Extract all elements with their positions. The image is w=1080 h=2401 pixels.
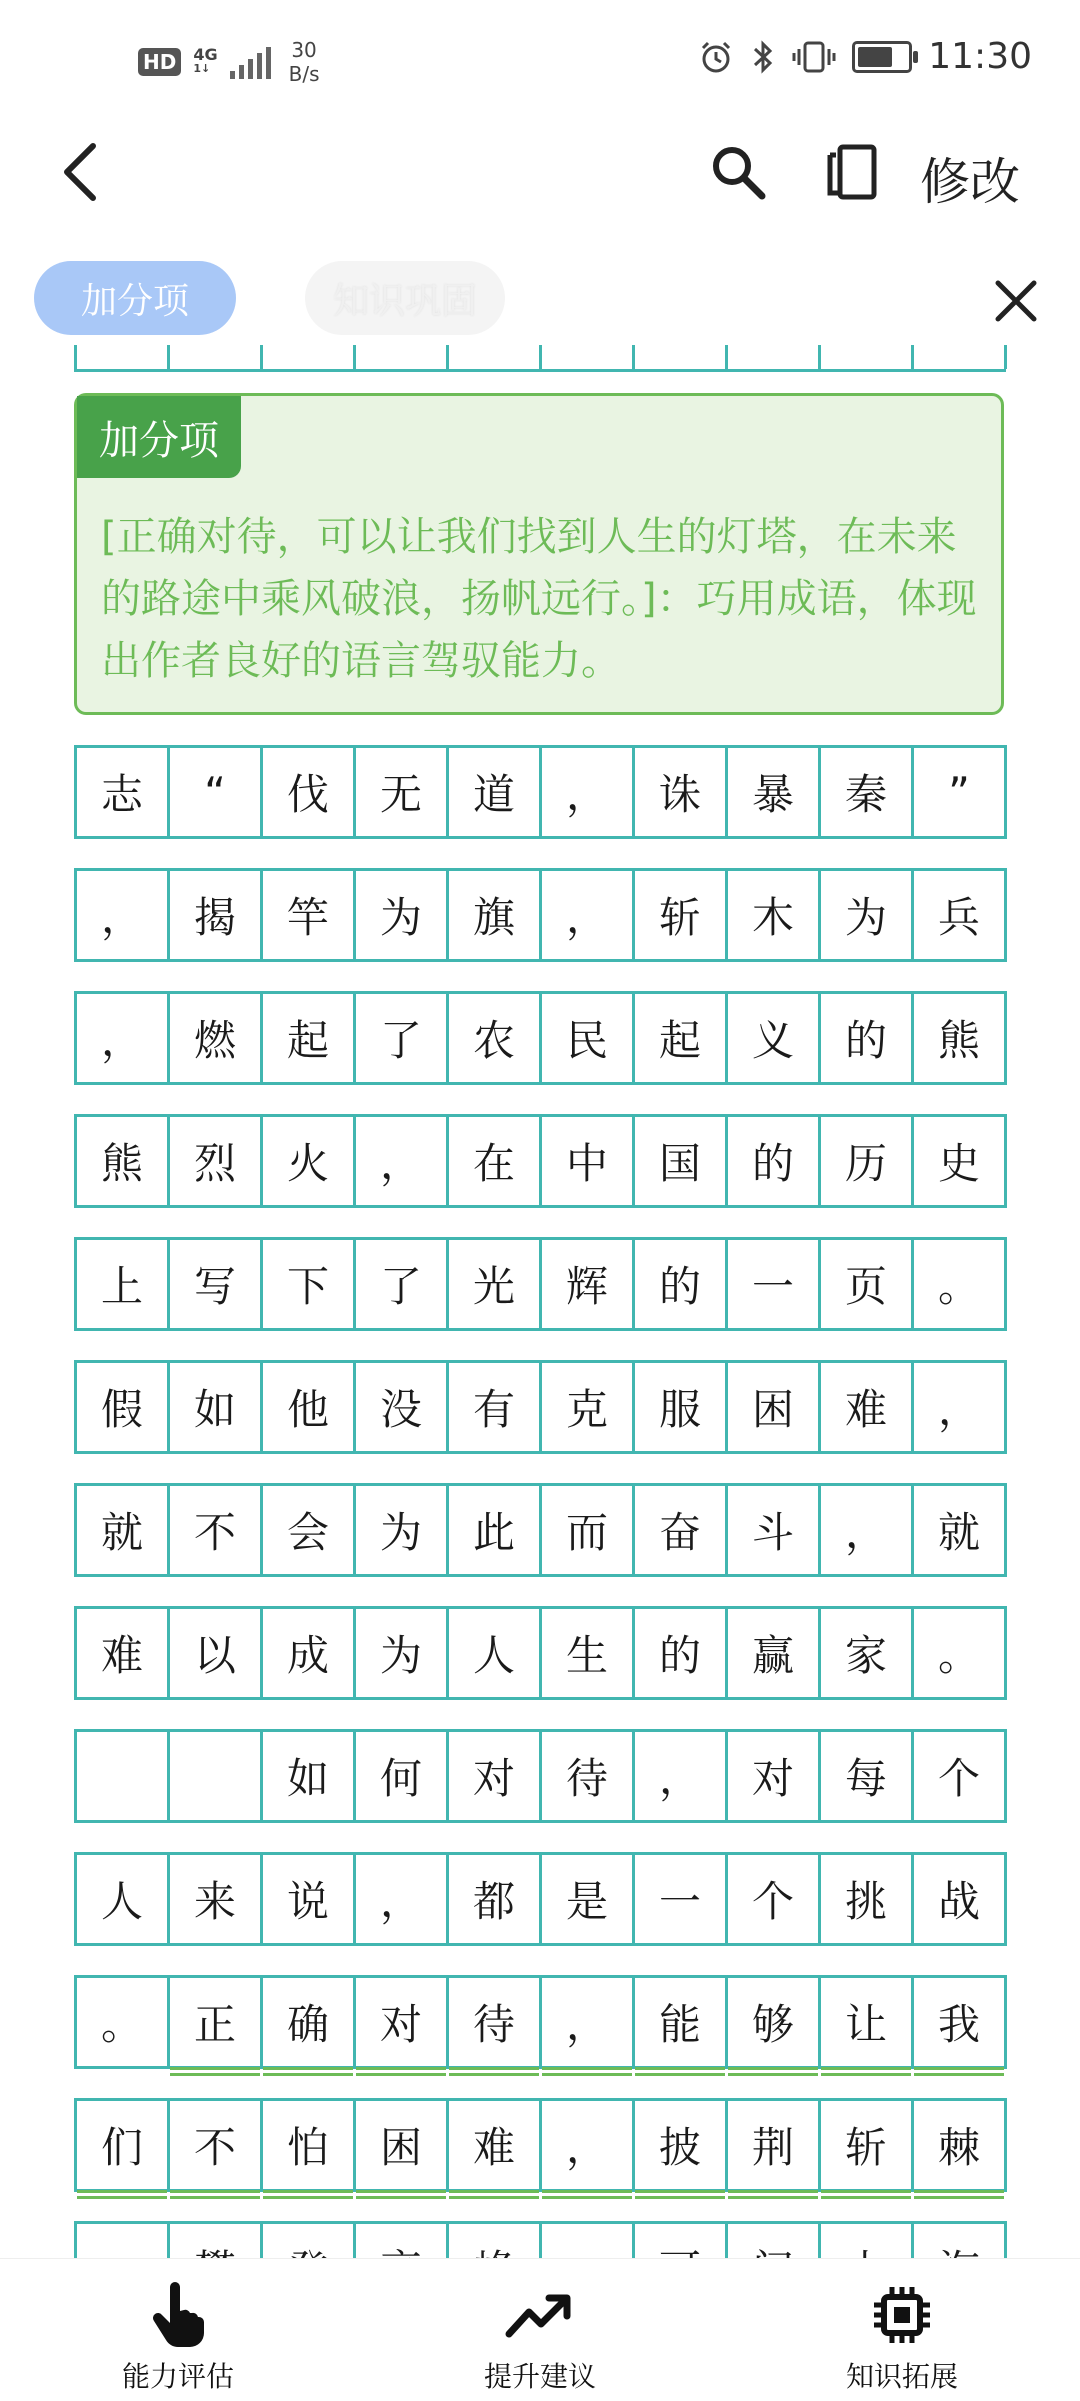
essay-grid-cell: 待	[449, 1978, 542, 2066]
essay-grid-cell: 说	[263, 1855, 356, 1943]
essay-grid-cell: ，	[542, 871, 635, 959]
essay-grid-cell: 挑	[821, 1855, 914, 1943]
essay-grid-cell: 是	[542, 1855, 635, 1943]
essay-grid-cell: 克	[542, 1363, 635, 1451]
essay-grid-cell: 志	[77, 748, 170, 836]
essay-grid-cell: 熊	[914, 994, 1007, 1082]
essay-grid-cell: 史	[914, 1117, 1007, 1205]
essay-grid-row	[74, 1483, 1007, 1577]
highlight-underline	[356, 2190, 446, 2193]
essay-grid-cell: 竿	[263, 871, 356, 959]
essay-grid-cell: 暴	[728, 748, 821, 836]
essay-grid-cell: 不	[170, 2101, 263, 2189]
highlight-underline	[728, 2190, 818, 2193]
highlight-underline	[728, 2073, 818, 2076]
essay-grid-cell: 斩	[635, 871, 728, 959]
grid-line	[539, 345, 542, 369]
chip-icon	[870, 2279, 934, 2351]
network-type	[193, 45, 218, 76]
grid-line	[1004, 345, 1007, 369]
essay-grid-row	[74, 868, 1007, 962]
essay-grid-cell: 旗	[449, 871, 542, 959]
essay-grid-cell: 没	[356, 1363, 449, 1451]
highlight-underline	[914, 2190, 1004, 2193]
essay-grid-cell: 让	[821, 1978, 914, 2066]
essay-grid-cell: 义	[728, 994, 821, 1082]
essay-grid-cell: 此	[449, 1486, 542, 1574]
highlight-underline	[170, 2067, 260, 2070]
network-speed	[289, 38, 320, 86]
highlight-underline	[542, 2073, 632, 2076]
essay-grid-cell: 服	[635, 1363, 728, 1451]
highlight-underline	[77, 2190, 167, 2193]
tab-ability-assessment-label: 能力评估	[121, 2360, 234, 2393]
highlight-underline	[914, 2196, 1004, 2199]
essay-grid-cell: 的	[635, 1240, 728, 1328]
essay-grid-cell: 了	[356, 1240, 449, 1328]
essay-grid-cell: 我	[914, 1978, 1007, 2066]
grid-line	[632, 345, 635, 369]
essay-grid-cell: 烈	[170, 1117, 263, 1205]
grid-line	[260, 345, 263, 369]
essay-grid-cell: 成	[263, 1609, 356, 1697]
essay-grid-cell: ，	[542, 1978, 635, 2066]
essay-grid-cell: 会	[263, 1486, 356, 1574]
highlight-underline	[170, 2073, 260, 2076]
essay-grid-cell: 道	[449, 748, 542, 836]
close-icon	[986, 271, 1046, 331]
vibrate-icon	[792, 39, 836, 75]
comment-card[interactable]	[74, 393, 1004, 715]
network-sub-label: 1↓	[193, 62, 211, 75]
highlight-underline	[263, 2073, 353, 2076]
grid-line	[353, 345, 356, 369]
bottom-tab-bar	[0, 2258, 1080, 2401]
essay-grid-cell: 他	[263, 1363, 356, 1451]
trend-up-icon	[505, 2279, 575, 2351]
tab-knowledge-extension[interactable]	[752, 2259, 1052, 2401]
speed-value: 30	[291, 38, 317, 62]
highlight-underline	[914, 2067, 1004, 2070]
highlight-underline	[914, 2073, 1004, 2076]
essay-grid-cell: 如	[170, 1363, 263, 1451]
top-nav	[0, 120, 1080, 230]
essay-grid-cell: 人	[449, 1609, 542, 1697]
essay-grid-cell: 一	[728, 1240, 821, 1328]
essay-grid-cell: 一	[635, 1855, 728, 1943]
highlight-underline	[542, 2067, 632, 2070]
search-button[interactable]	[698, 132, 778, 212]
battery-icon	[852, 41, 912, 73]
copy-icon	[824, 141, 880, 203]
highlight-underline	[449, 2196, 539, 2199]
essay-grid-cell: 。	[914, 1240, 1007, 1328]
essay-grid-cell: 难	[77, 1609, 170, 1697]
essay-grid-cell: 。	[77, 1978, 170, 2066]
essay-grid-cell: 不	[170, 1486, 263, 1574]
highlight-underline	[821, 2190, 911, 2193]
essay-grid-cell: 为	[356, 1486, 449, 1574]
essay-grid-cell: 为	[356, 1609, 449, 1697]
highlight-underline	[263, 2190, 353, 2193]
grid-line	[446, 345, 449, 369]
essay-grid-cell: 赢	[728, 1609, 821, 1697]
essay-grid-cell: ，	[77, 871, 170, 959]
filter-bar	[0, 255, 1080, 345]
essay-grid-cell: 秦	[821, 748, 914, 836]
essay-grid-cell: 的	[728, 1117, 821, 1205]
status-right	[698, 36, 1032, 77]
essay-grid-cell: 农	[449, 994, 542, 1082]
essay-grid-cell: 就	[914, 1486, 1007, 1574]
grid-line	[74, 345, 77, 369]
essay-grid-cell: 下	[263, 1240, 356, 1328]
essay-grid-cell: 为	[356, 871, 449, 959]
chevron-left-icon	[55, 140, 105, 204]
essay-grid-cell: 了	[356, 994, 449, 1082]
pointer-hand-icon	[148, 2279, 208, 2351]
highlight-underline	[170, 2190, 260, 2193]
highlight-underline	[635, 2196, 725, 2199]
essay-grid-cell: 战	[914, 1855, 1007, 1943]
essay-grid-cell: 国	[635, 1117, 728, 1205]
essay-grid-cell: 棘	[914, 2101, 1007, 2189]
essay-grid-row	[74, 2098, 1007, 2192]
essay-grid-cell: 民	[542, 994, 635, 1082]
highlight-underline	[635, 2190, 725, 2193]
highlight-underline	[821, 2067, 911, 2070]
grid-line	[911, 345, 914, 369]
essay-grid-row	[74, 991, 1007, 1085]
comment-tag: 加分项	[77, 396, 241, 478]
highlight-underline	[821, 2196, 911, 2199]
essay-grid-row	[74, 1852, 1007, 1946]
hd-badge: HD	[138, 48, 181, 76]
essay-grid-cell: ，	[542, 748, 635, 836]
essay-grid-cell: 假	[77, 1363, 170, 1451]
highlight-underline	[263, 2196, 353, 2199]
grid-line	[725, 345, 728, 369]
highlight-underline	[542, 2190, 632, 2193]
essay-grid-row	[74, 1237, 1007, 1331]
filter-chip-bonus[interactable]: 加分项	[34, 261, 236, 335]
essay-grid-row	[74, 1975, 1007, 2069]
essay-grid-cell: 正	[170, 1978, 263, 2066]
highlight-underline	[821, 2073, 911, 2076]
essay-grid-cell: 困	[356, 2101, 449, 2189]
essay-grid-cell: 为	[821, 871, 914, 959]
essay-grid-cell: ，	[356, 1855, 449, 1943]
essay-grid-cell: 页	[821, 1240, 914, 1328]
search-icon	[708, 142, 768, 202]
clock: 11:30	[928, 36, 1032, 77]
bluetooth-icon	[750, 39, 776, 75]
edit-button[interactable]: 修改	[920, 153, 1020, 211]
grid-line	[818, 345, 821, 369]
essay-grid-cell: 木	[728, 871, 821, 959]
battery-level	[858, 47, 892, 67]
tab-ability-assessment[interactable]	[28, 2259, 328, 2401]
status-left	[138, 38, 320, 86]
speed-unit: B/s	[288, 62, 320, 86]
essay-content[interactable]	[0, 345, 1080, 2257]
essay-grid-cell: 对	[728, 1732, 821, 1820]
essay-grid-cell: 难	[821, 1363, 914, 1451]
comment-text: [正确对待，可以让我们找到人生的灯塔，在未来的路途中乘风破浪，扬帆远行。]：巧用成语，体现出作者良好的语言驾驭能力。	[101, 514, 977, 684]
essay-grid-cell: 光	[449, 1240, 542, 1328]
essay-grid-cell: 对	[449, 1732, 542, 1820]
essay-grid-partial-row	[74, 345, 1006, 372]
essay-grid-cell: “	[170, 748, 263, 836]
highlight-underline	[170, 2196, 260, 2199]
essay-grid-row	[74, 1606, 1007, 1700]
highlight-underline	[635, 2073, 725, 2076]
essay-grid-cell: ，	[914, 1363, 1007, 1451]
essay-grid-cell: 难	[449, 2101, 542, 2189]
highlight-underline	[263, 2067, 353, 2070]
essay-grid-cell: 家	[821, 1609, 914, 1697]
back-button[interactable]	[40, 132, 120, 212]
essay-grid-cell: 就	[77, 1486, 170, 1574]
essay-grid-cell: 熊	[77, 1117, 170, 1205]
essay-grid-cell: 历	[821, 1117, 914, 1205]
highlight-underline	[542, 2196, 632, 2199]
essay-grid-cell: 辉	[542, 1240, 635, 1328]
essay-grid-cell: 中	[542, 1117, 635, 1205]
highlight-underline	[635, 2067, 725, 2070]
tab-knowledge-extension-label: 知识拓展	[845, 2360, 958, 2393]
essay-grid-cell: 火	[263, 1117, 356, 1205]
essay-grid-cell: 披	[635, 2101, 728, 2189]
tab-improvement-suggestions[interactable]	[390, 2259, 690, 2401]
essay-grid-cell: 荆	[728, 2101, 821, 2189]
tab-improvement-suggestions-label: 提升建议	[483, 2360, 596, 2393]
essay-grid-cell: 起	[635, 994, 728, 1082]
highlight-underline	[449, 2073, 539, 2076]
essay-grid-cell: 怕	[263, 2101, 356, 2189]
essay-grid-cell: 每	[821, 1732, 914, 1820]
highlight-underline	[356, 2067, 446, 2070]
network-label: 4G	[193, 45, 218, 64]
essay-grid-cell: 确	[263, 1978, 356, 2066]
essay-grid-cell: 们	[77, 2101, 170, 2189]
essay-grid-cell: ，	[635, 1732, 728, 1820]
essay-grid-cell: ，	[821, 1486, 914, 1574]
essay-grid-cell: 写	[170, 1240, 263, 1328]
grid-line	[167, 345, 170, 369]
essay-grid-cell: ，	[77, 994, 170, 1082]
essay-grid-cell: ，	[356, 1117, 449, 1205]
copy-button[interactable]	[812, 132, 892, 212]
essay-grid-cell: 起	[263, 994, 356, 1082]
essay-grid-cell: 个	[728, 1855, 821, 1943]
essay-grid-row	[74, 745, 1007, 839]
essay-grid-cell: 揭	[170, 871, 263, 959]
essay-grid-cell: 奋	[635, 1486, 728, 1574]
essay-grid-row	[74, 1729, 1007, 1823]
highlight-underline	[449, 2190, 539, 2193]
status-bar	[0, 0, 1080, 120]
essay-grid-cell: 。	[914, 1609, 1007, 1697]
essay-grid-cell: 困	[728, 1363, 821, 1451]
filter-chip-knowledge[interactable]: 知识巩固	[305, 261, 505, 335]
essay-grid-cell: 够	[728, 1978, 821, 2066]
essay-grid-cell: 如	[263, 1732, 356, 1820]
essay-grid-row	[74, 1114, 1007, 1208]
essay-grid-cell: 伐	[263, 748, 356, 836]
essay-grid-cell: 个	[914, 1732, 1007, 1820]
essay-grid-cell: 能	[635, 1978, 728, 2066]
essay-grid-cell: 斩	[821, 2101, 914, 2189]
essay-grid-cell: 对	[356, 1978, 449, 2066]
essay-grid-cell: 待	[542, 1732, 635, 1820]
essay-grid-cell: 在	[449, 1117, 542, 1205]
essay-grid-cell: ”	[914, 748, 1007, 836]
essay-grid-cell: 有	[449, 1363, 542, 1451]
essay-grid-cell: 何	[356, 1732, 449, 1820]
essay-grid-cell: 来	[170, 1855, 263, 1943]
essay-grid-cell: 燃	[170, 994, 263, 1082]
essay-grid-cell: ，	[542, 2101, 635, 2189]
essay-grid-cell: 的	[821, 994, 914, 1082]
essay-grid-cell: 无	[356, 748, 449, 836]
highlight-underline	[356, 2073, 446, 2076]
essay-grid-cell	[77, 1732, 170, 1820]
highlight-underline	[728, 2067, 818, 2070]
essay-grid-cell: 以	[170, 1609, 263, 1697]
alarm-icon	[698, 39, 734, 75]
essay-grid-cell: 人	[77, 1855, 170, 1943]
essay-grid-cell: 的	[635, 1609, 728, 1697]
essay-grid-cell: 诛	[635, 748, 728, 836]
highlight-underline	[356, 2196, 446, 2199]
signal-icon	[230, 45, 271, 79]
essay-grid-cell: 斗	[728, 1486, 821, 1574]
essay-grid-cell	[170, 1732, 263, 1820]
essay-grid-cell: 都	[449, 1855, 542, 1943]
highlight-underline	[449, 2067, 539, 2070]
filter-close-button[interactable]	[986, 271, 1046, 331]
essay-grid-cell: 上	[77, 1240, 170, 1328]
essay-grid-cell: 生	[542, 1609, 635, 1697]
essay-grid-cell: 兵	[914, 871, 1007, 959]
highlight-underline	[77, 2196, 167, 2199]
essay-grid-row	[74, 1360, 1007, 1454]
essay-grid-cell: 而	[542, 1486, 635, 1574]
highlight-underline	[728, 2196, 818, 2199]
